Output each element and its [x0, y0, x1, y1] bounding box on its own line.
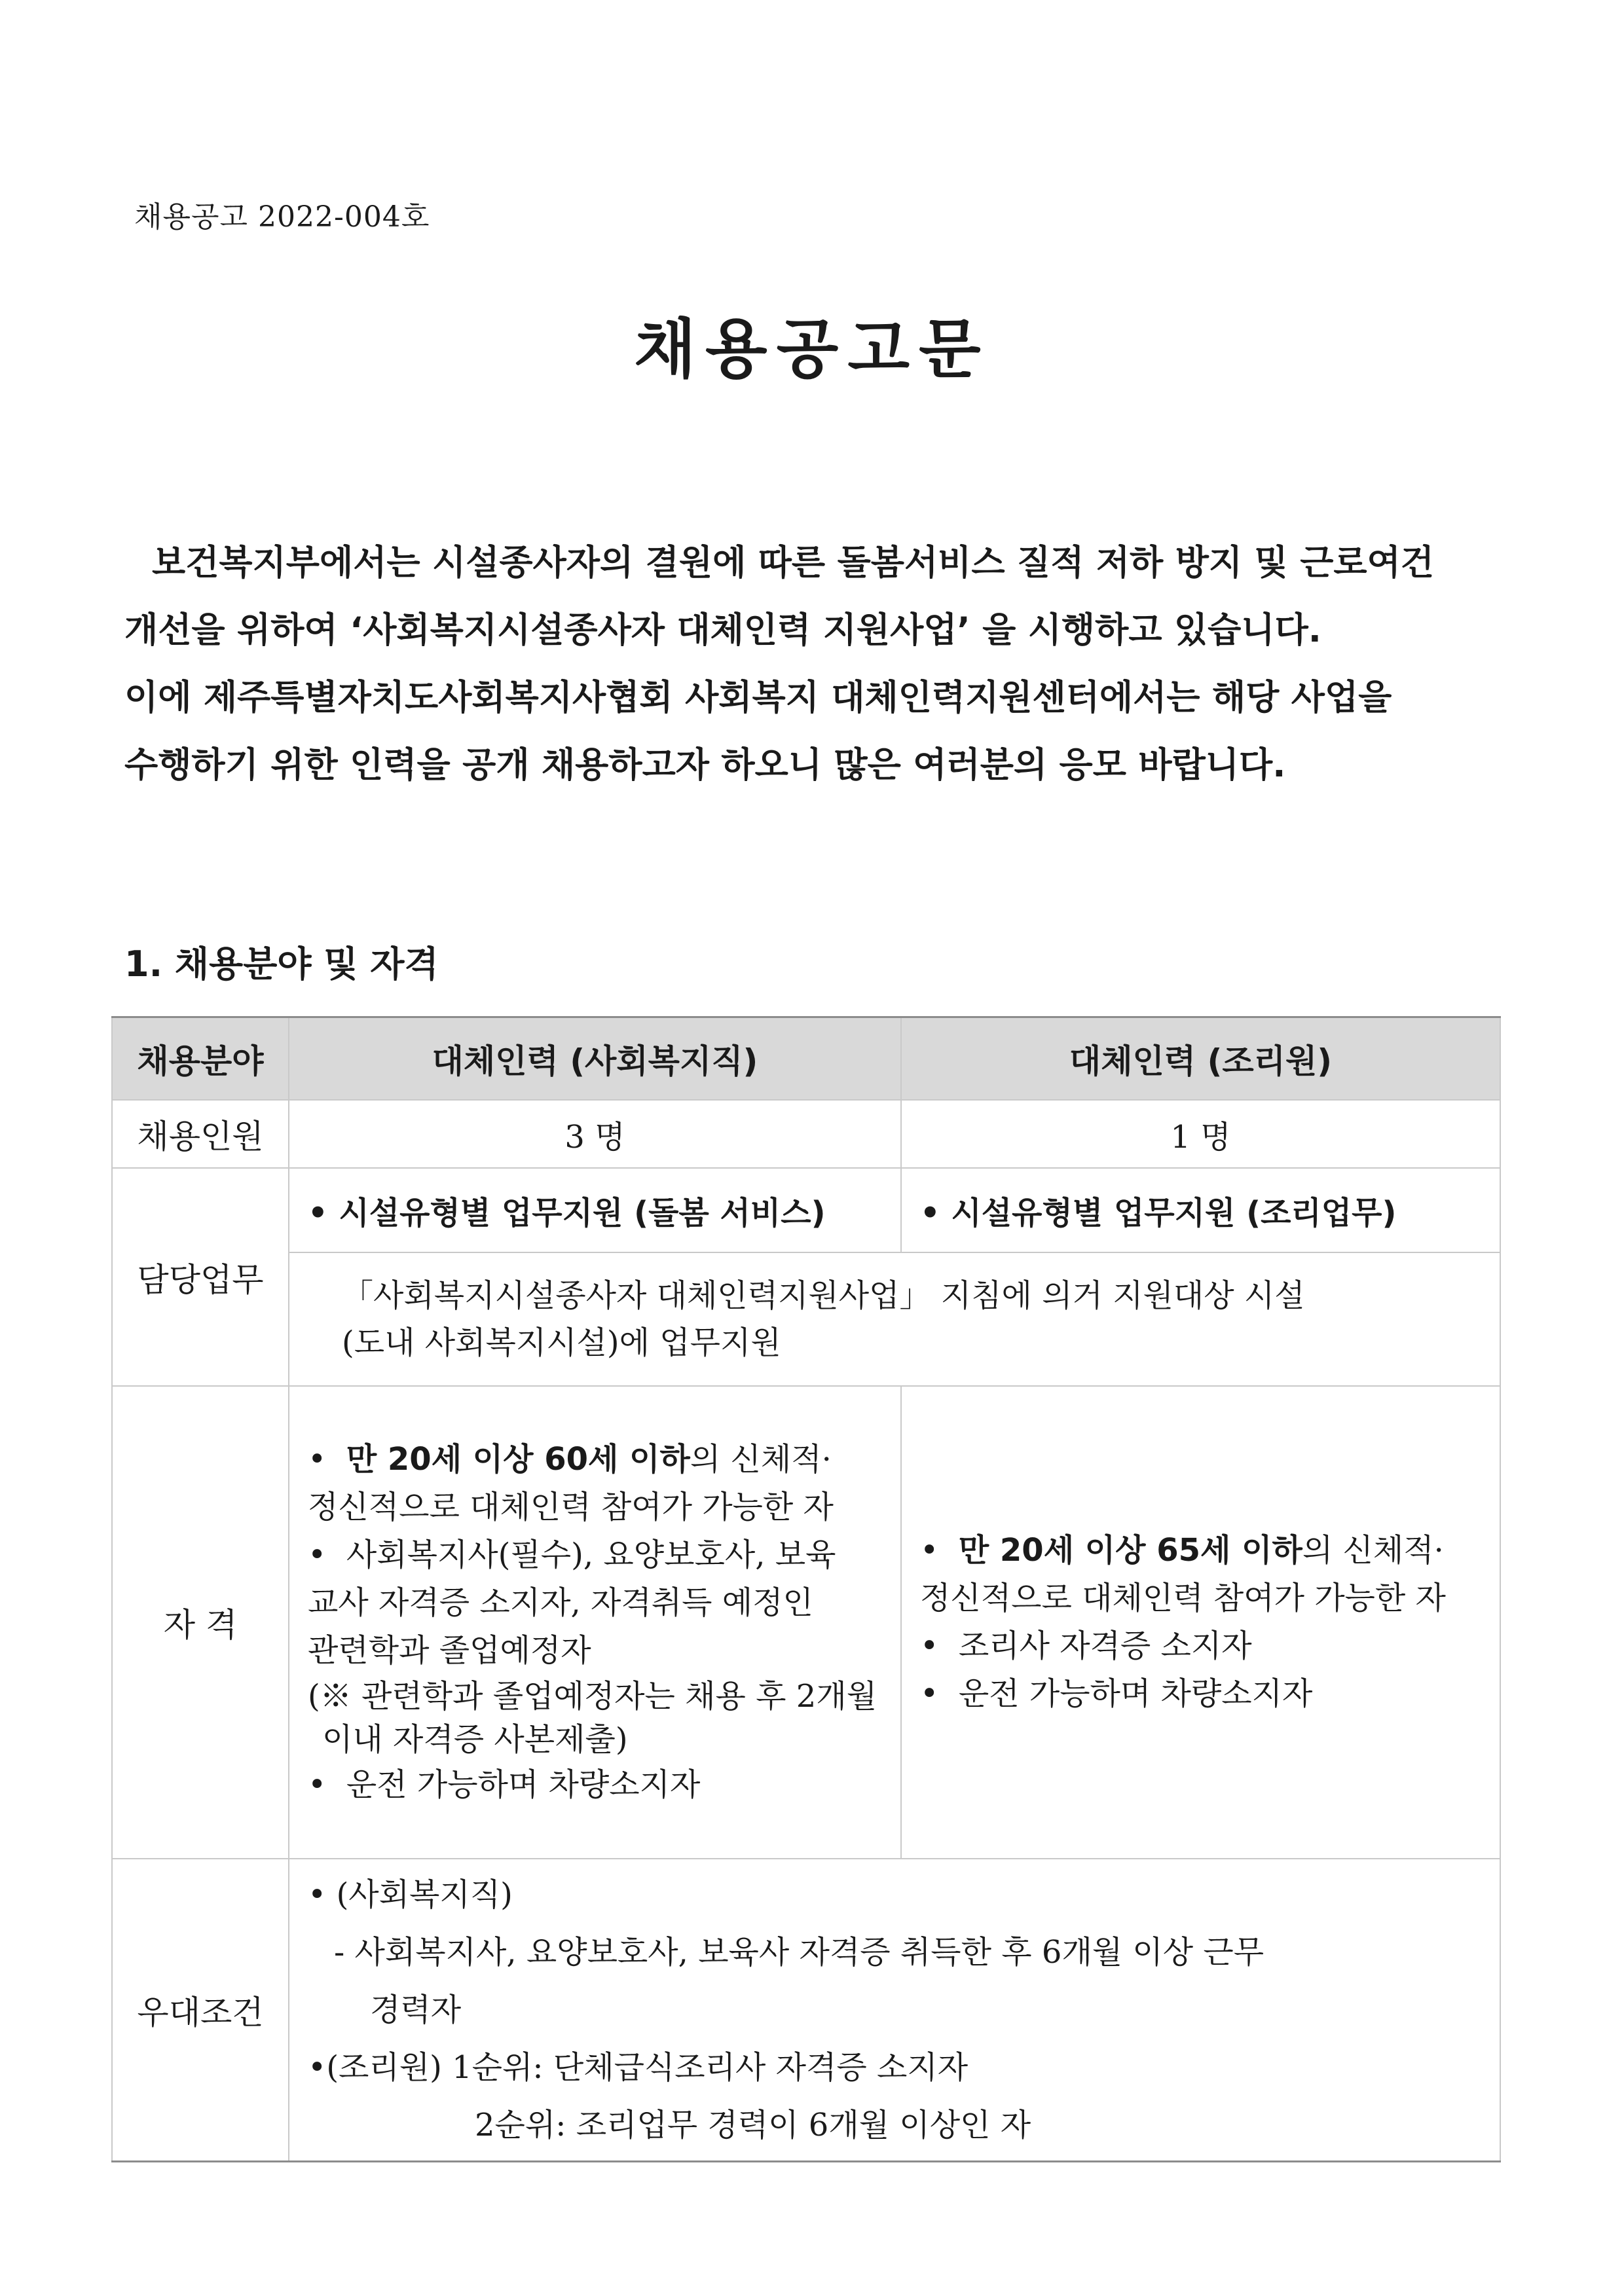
header-cook: 대체인력 (조리원)	[901, 1017, 1500, 1101]
duty-guide-line: 「사회복지시설종사자 대체인력지원사업」 지침에 의거 지원대상 시설	[342, 1277, 1305, 1314]
pref-text: • (사회복지직)	[308, 1876, 513, 1913]
page-title: 채용공고문	[634, 312, 990, 387]
pref-text: - 사회복지사, 요양보호사, 보육사 자격증 취득한 후 6개월 이상 근무	[334, 1934, 1264, 1971]
row-label-headcount: 채용인원	[112, 1100, 289, 1168]
qual-text: 관련학과 졸업예정자	[308, 1632, 591, 1669]
header-field: 채용분야	[112, 1017, 289, 1101]
headcount-social-welfare: 3 명	[289, 1100, 901, 1168]
age-requirement: 만 20세 이상 65세 이하	[958, 1532, 1302, 1569]
header-social-welfare: 대체인력 (사회복지직)	[289, 1017, 901, 1101]
row-label-duties: 담당업무	[112, 1168, 289, 1386]
duty-social-welfare: • 시설유형별 업무지원 (돌봄 서비스)	[289, 1168, 901, 1252]
intro-line: 수행하기 위한 인력을 공개 채용하고자 하오니 많은 여러분의 응모 바랍니다.	[124, 745, 1286, 785]
table-header-row	[112, 1017, 1500, 1101]
intro-line: 보건복지부에서는 시설종사자의 결원에 따른 돌봄서비스 질적 저하 방지 및 근로여건	[152, 543, 1434, 583]
pref-text: 경력자	[370, 1992, 462, 2028]
qual-text: 정신적으로 대체인력 참여가 가능한 자	[308, 1489, 834, 1525]
pref-text: 2순위: 조리업무 경력이 6개월 이상인 자	[475, 2107, 1031, 2143]
table-row-qualifications	[112, 1386, 1500, 1859]
preferences-cell	[289, 1859, 1500, 2162]
intro-line: 개선을 위하여 ‘사회복지시설종사자 대체인력 지원사업’ 을 시행하고 있습니다.	[124, 610, 1321, 650]
qual-text: 사회복지사(필수), 요양보호사, 보육	[346, 1537, 836, 1573]
duty-guideline	[289, 1252, 1500, 1386]
recruitment-table	[111, 1016, 1501, 2162]
row-label-qualifications: 자 격	[112, 1386, 289, 1859]
qual-text: 의 신체적·	[1302, 1532, 1444, 1569]
qual-text: 운전 가능하며 차량소지자	[958, 1675, 1313, 1712]
qual-text: 교사 자격증 소지자, 자격취득 예정인	[308, 1584, 813, 1621]
row-label-preferences: 우대조건	[112, 1859, 289, 2162]
qual-note: 이내 자격증 사본제출)	[322, 1721, 628, 1758]
pref-text: •(조리원) 1순위: 단체급식조리사 자격증 소지자	[308, 2049, 969, 2086]
section-heading: 1. 채용분야 및 자격	[124, 943, 439, 985]
qualifications-social-welfare: • 만 20세 이상 60세 이하의 신체적· 정신적으로 대체인력 참여가 가능한 자 • 사회복지사(필수), 요양보호사, 보육 교사 자격증 소지자, 자격취득 예정인 관련학과 졸업예정자 (※ 관련학과 졸업예정자는 채용 후 2개월 이내 자격증 사본제출) • 운전 가능하며 차량소지자	[289, 1386, 901, 1859]
intro-line: 이에 제주특별자치도사회복지사협회 사회복지 대체인력지원센터에서는 해당 사업을	[124, 678, 1392, 718]
table-row-headcount	[112, 1100, 1500, 1168]
headcount-cook: 1 명	[901, 1100, 1500, 1168]
qual-text: 정신적으로 대체인력 참여가 가능한 자	[920, 1580, 1446, 1616]
table-row-duties-guide	[112, 1252, 1500, 1386]
age-requirement: 만 20세 이상 60세 이하	[346, 1441, 690, 1478]
qual-text: 의 신체적·	[690, 1441, 832, 1478]
table-row-duties	[112, 1168, 1500, 1252]
duty-cook: • 시설유형별 업무지원 (조리업무)	[901, 1168, 1500, 1252]
qual-text: 조리사 자격증 소지자	[958, 1628, 1252, 1664]
duty-guide-line: (도내 사회복지시설)에 업무지원	[342, 1324, 781, 1361]
table-row-preferences	[112, 1859, 1500, 2162]
qual-note: (※ 관련학과 졸업예정자는 채용 후 2개월	[308, 1678, 877, 1715]
intro-paragraph	[124, 529, 1506, 799]
qual-text: 운전 가능하며 차량소지자	[346, 1766, 701, 1803]
notice-number: 채용공고 2022-004호	[134, 200, 430, 234]
qualifications-cook: • 만 20세 이상 65세 이하의 신체적· 정신적으로 대체인력 참여가 가능한 자 • 조리사 자격증 소지자 • 운전 가능하며 차량소지자	[901, 1386, 1500, 1859]
